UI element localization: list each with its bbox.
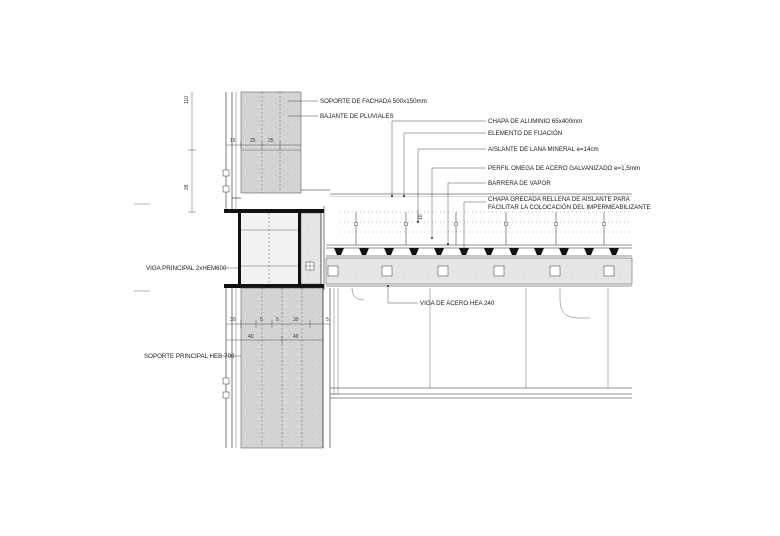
label-viga-acero: VIGA DE ACERO HEA 240: [420, 300, 495, 307]
dim-5a: 5: [260, 317, 263, 323]
dim-10: 10: [418, 214, 424, 220]
label-perfil-omega: PERFIL OMEGA DE ACERO GALVANIZADO e=1,5mm: [488, 165, 641, 172]
dim-25b: 25: [268, 138, 274, 144]
label-soporte-principal: SOPORTE PRINCIPAL HEB 700: [144, 353, 235, 360]
dim-25a: 25: [250, 138, 256, 144]
label-soporte-fachada: SOPORTE DE FACHADA 500x150mm: [320, 98, 427, 105]
dim-5b: 5: [276, 317, 279, 323]
dim-30a: 30: [230, 317, 236, 323]
steel-beam-hea240: [326, 258, 632, 286]
label-chapa-grecada-line2: FACILITAR LA COLOCACIÓN DEL IMPERMEABILIZANTE: [488, 204, 651, 211]
dim-40a: 40: [248, 334, 254, 340]
level-markers: [134, 204, 150, 291]
label-chapa-aluminio: CHAPA DE ALUMINIO 65x400mm: [488, 118, 583, 125]
label-viga-principal: VIGA PRINCIPAL 2xHEM600: [146, 265, 227, 272]
dim-5c: 5: [326, 317, 329, 323]
label-elemento-fijacion: ELEMENTO DE FIJACIÓN: [488, 130, 563, 137]
main-support-heb700: [223, 288, 330, 448]
main-beam-2xhem600: [224, 206, 324, 290]
label-bajante: BAJANTE DE PLUVIALES: [320, 113, 394, 120]
dim-15: 15: [230, 138, 236, 144]
dim-40b: 40: [293, 334, 299, 340]
dim-30b: 30: [293, 317, 299, 323]
dim-110: 110: [184, 96, 190, 104]
label-aislante: AISLANTE DE LANA MINERAL e=14cm: [488, 146, 599, 153]
corrugated-deck: [334, 248, 619, 255]
label-chapa-grecada-line1: CHAPA GRECADA RELLENA DE AISLANTE PARA: [488, 196, 630, 203]
label-barrera-vapor: BARRERA DE VAPOR: [488, 180, 551, 187]
dim-26: 26: [184, 184, 190, 190]
